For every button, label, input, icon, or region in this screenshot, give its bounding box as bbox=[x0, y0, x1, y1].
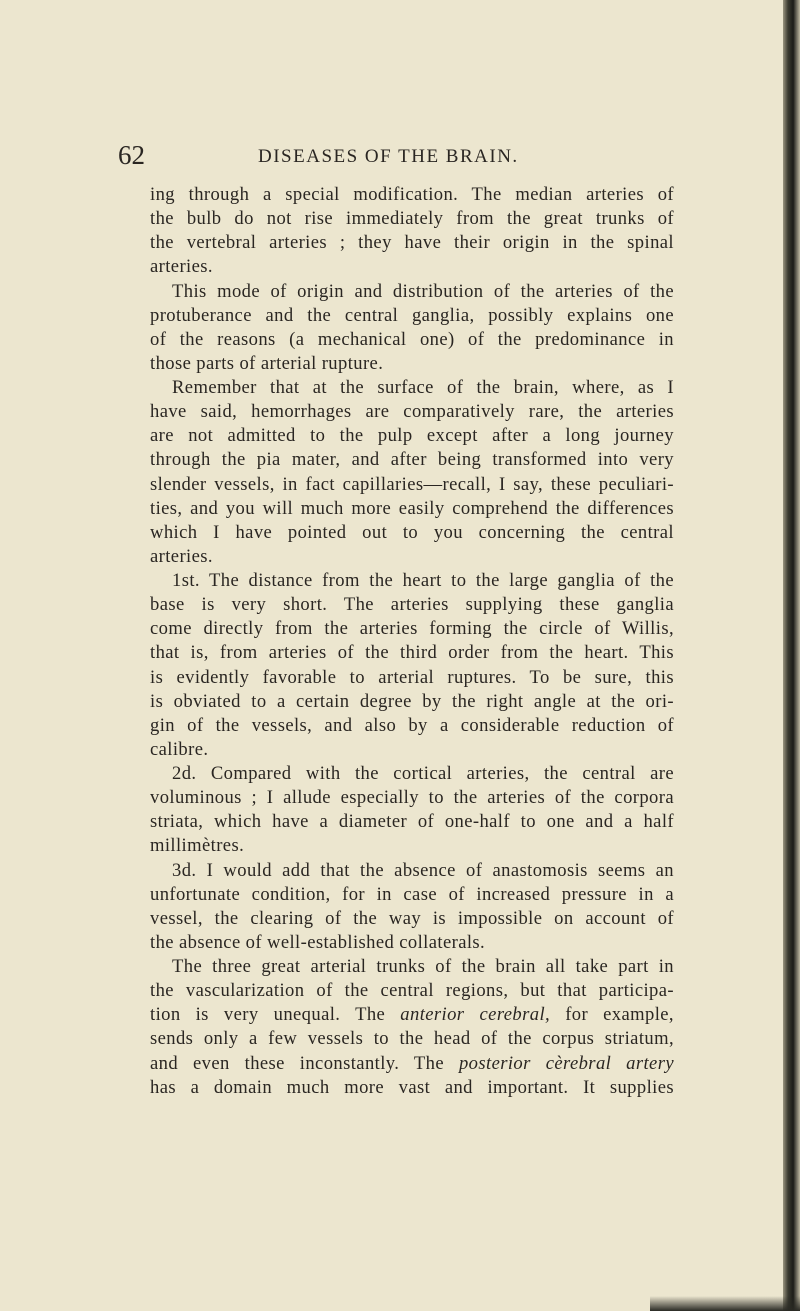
text-line: 3d. I would add that the absence of anastomosis seems an bbox=[172, 859, 674, 881]
text-line: gin of the vessels, and also by a considerable reduction of bbox=[150, 714, 674, 736]
text-line: those parts of arterial rupture. bbox=[150, 352, 384, 374]
text-line: arteries. bbox=[150, 545, 213, 567]
text-line bbox=[150, 1003, 674, 1027]
text-line: which I have pointed out to you concerning the central bbox=[150, 521, 674, 543]
text-line: The three great arterial trunks of the brain all take part in bbox=[172, 956, 674, 977]
text-line: striata, which have a diameter of one-half to one and a half bbox=[150, 811, 674, 833]
text-line: ties, and you will much more easily comprehend the differences bbox=[150, 497, 674, 519]
text-line: through the pia mater, and after being transformed into very bbox=[150, 449, 674, 471]
italic-term: anterior cerebral, bbox=[400, 1004, 551, 1026]
text-line: calibre. bbox=[150, 738, 209, 760]
text-line: come directly from the arteries forming the circle of Willis, bbox=[150, 618, 674, 640]
text-line: 2d. Compared with the cortical arteries, the central are bbox=[172, 763, 674, 784]
text-fragment: for example, bbox=[565, 1004, 674, 1026]
text-line: that is, from arteries of the third order from the heart. This bbox=[150, 642, 674, 664]
text-line: Remember that at the surface of the brain, where, as I bbox=[172, 377, 674, 398]
text-line: are not admitted to the pulp except after a long journey bbox=[150, 425, 674, 447]
text-line: ing through a special modification. The median arteries of bbox=[150, 184, 674, 205]
text-line: unfortunate condition, for in case of increased pressure in a bbox=[150, 883, 674, 905]
text-line: of the reasons (a mechanical one) of the predominance in bbox=[150, 328, 674, 350]
text-fragment: tion is very unequal. The bbox=[150, 1004, 386, 1026]
text-line: the vertebral arteries ; they have their origin in the spinal bbox=[150, 232, 674, 254]
body-text bbox=[150, 183, 674, 1100]
text-line: has a domain much more vast and important. It supplies bbox=[150, 1076, 674, 1098]
text-line: arteries. bbox=[150, 256, 213, 278]
page-header bbox=[118, 140, 678, 170]
text-line: 1st. The distance from the heart to the large ganglia of the bbox=[172, 570, 674, 591]
text-line: the bulb do not rise immediately from the great trunks of bbox=[150, 208, 674, 230]
text-line: is evidently favorable to arterial ruptures. To be sure, this bbox=[150, 666, 674, 688]
text-line: sends only a few vessels to the head of the corpus striatum, bbox=[150, 1028, 674, 1050]
text-line: protuberance and the central ganglia, possibly explains one bbox=[150, 304, 674, 326]
text-line bbox=[150, 1052, 674, 1076]
text-line: slender vessels, in fact capillaries—recall, I say, these peculiari- bbox=[150, 473, 674, 495]
text-fragment: and even these inconstantly. The bbox=[150, 1052, 445, 1074]
text-line: the vascularization of the central regions, but that participa- bbox=[150, 980, 674, 1002]
page-corner-shadow bbox=[650, 1296, 800, 1311]
running-head: DISEASES OF THE BRAIN. bbox=[258, 146, 519, 167]
text-line: base is very short. The arteries supplying these ganglia bbox=[150, 594, 674, 616]
text-line: the absence of well-established collaterals. bbox=[150, 931, 486, 953]
text-line: have said, hemorrhages are comparatively rare, the arteries bbox=[150, 401, 674, 423]
text-line: voluminous ; I allude especially to the arteries of the corpora bbox=[150, 787, 674, 809]
italic-term: posterior cèrebral artery bbox=[458, 1052, 674, 1074]
text-line: is obviated to a certain degree by the right angle at the ori- bbox=[150, 690, 674, 712]
text-line: millimètres. bbox=[150, 835, 245, 857]
text-line: This mode of origin and distribution of the arteries of the bbox=[172, 280, 674, 302]
text-line: vessel, the clearing of the way is impossible on account of bbox=[150, 907, 674, 929]
page-number: 62 bbox=[118, 140, 145, 170]
page-edge-shadow bbox=[783, 0, 800, 1311]
